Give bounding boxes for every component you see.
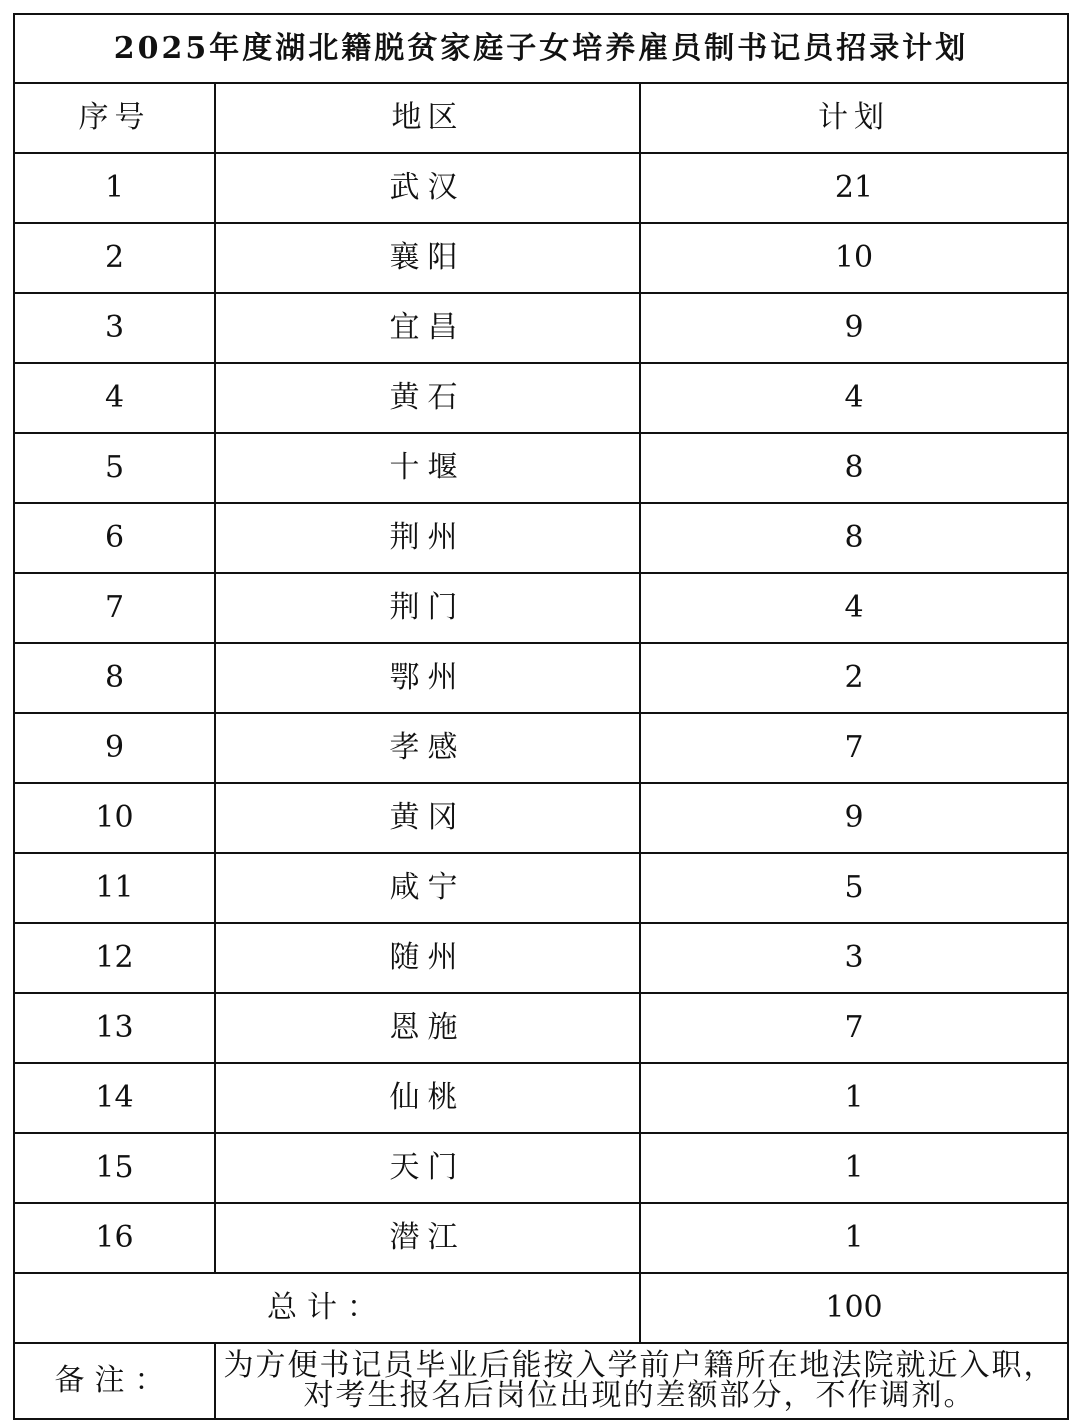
table-row bbox=[14, 1063, 1068, 1133]
total-row bbox=[14, 1273, 1068, 1343]
row-plan: 10 bbox=[640, 223, 1068, 293]
row-region: 黄冈 bbox=[215, 783, 640, 853]
row-number: 7 bbox=[14, 573, 215, 643]
table-row bbox=[14, 363, 1068, 433]
table-row bbox=[14, 923, 1068, 993]
row-number: 1 bbox=[14, 153, 215, 223]
row-plan: 8 bbox=[640, 503, 1068, 573]
table-row bbox=[14, 433, 1068, 503]
row-number: 10 bbox=[14, 783, 215, 853]
table-row bbox=[14, 153, 1068, 223]
row-plan: 7 bbox=[640, 993, 1068, 1063]
row-number: 14 bbox=[14, 1063, 215, 1133]
total-label: 总计： bbox=[14, 1273, 640, 1343]
table-row bbox=[14, 573, 1068, 643]
table-row bbox=[14, 783, 1068, 853]
row-region: 仙桃 bbox=[215, 1063, 640, 1133]
header-no: 序号 bbox=[14, 83, 215, 153]
row-plan: 9 bbox=[640, 293, 1068, 363]
row-number: 5 bbox=[14, 433, 215, 503]
total-value: 100 bbox=[640, 1273, 1068, 1343]
row-number: 12 bbox=[14, 923, 215, 993]
row-region: 鄂州 bbox=[215, 643, 640, 713]
row-number: 3 bbox=[14, 293, 215, 363]
row-number: 2 bbox=[14, 223, 215, 293]
table-title: 2025年度湖北籍脱贫家庭子女培养雇员制书记员招录计划 bbox=[14, 14, 1068, 83]
row-plan: 4 bbox=[640, 573, 1068, 643]
row-region: 天门 bbox=[215, 1133, 640, 1203]
row-number: 6 bbox=[14, 503, 215, 573]
row-number: 8 bbox=[14, 643, 215, 713]
table-row bbox=[14, 713, 1068, 783]
table-row bbox=[14, 503, 1068, 573]
row-number: 13 bbox=[14, 993, 215, 1063]
row-region: 宜昌 bbox=[215, 293, 640, 363]
row-region: 孝感 bbox=[215, 713, 640, 783]
note-text: 为方便书记员毕业后能按入学前户籍所在地法院就近入职，对考生报名后岗位出现的差额部分，不作调剂。 bbox=[215, 1343, 1068, 1419]
row-region: 黄石 bbox=[215, 363, 640, 433]
row-plan: 7 bbox=[640, 713, 1068, 783]
header-plan: 计划 bbox=[640, 83, 1068, 153]
row-plan: 1 bbox=[640, 1203, 1068, 1273]
table-row bbox=[14, 643, 1068, 713]
row-number: 16 bbox=[14, 1203, 215, 1273]
row-plan: 21 bbox=[640, 153, 1068, 223]
row-plan: 9 bbox=[640, 783, 1068, 853]
row-plan: 1 bbox=[640, 1133, 1068, 1203]
row-region: 潜江 bbox=[215, 1203, 640, 1273]
row-region: 十堰 bbox=[215, 433, 640, 503]
row-region: 随州 bbox=[215, 923, 640, 993]
header-row bbox=[14, 83, 1068, 153]
row-number: 4 bbox=[14, 363, 215, 433]
row-plan: 3 bbox=[640, 923, 1068, 993]
row-plan: 2 bbox=[640, 643, 1068, 713]
note-row bbox=[14, 1343, 1068, 1419]
row-plan: 1 bbox=[640, 1063, 1068, 1133]
row-region: 咸宁 bbox=[215, 853, 640, 923]
row-region: 襄阳 bbox=[215, 223, 640, 293]
row-number: 9 bbox=[14, 713, 215, 783]
row-region: 恩施 bbox=[215, 993, 640, 1063]
title-row bbox=[14, 14, 1068, 83]
row-region: 荆州 bbox=[215, 503, 640, 573]
row-plan: 4 bbox=[640, 363, 1068, 433]
table-row bbox=[14, 1133, 1068, 1203]
note-label: 备注： bbox=[14, 1343, 215, 1419]
row-region: 荆门 bbox=[215, 573, 640, 643]
recruitment-plan-table bbox=[13, 13, 1069, 1420]
row-region: 武汉 bbox=[215, 153, 640, 223]
table-row bbox=[14, 293, 1068, 363]
table-row bbox=[14, 993, 1068, 1063]
row-number: 15 bbox=[14, 1133, 215, 1203]
row-plan: 5 bbox=[640, 853, 1068, 923]
table-row bbox=[14, 853, 1068, 923]
table-row bbox=[14, 223, 1068, 293]
header-region: 地区 bbox=[215, 83, 640, 153]
table-row bbox=[14, 1203, 1068, 1273]
row-plan: 8 bbox=[640, 433, 1068, 503]
row-number: 11 bbox=[14, 853, 215, 923]
